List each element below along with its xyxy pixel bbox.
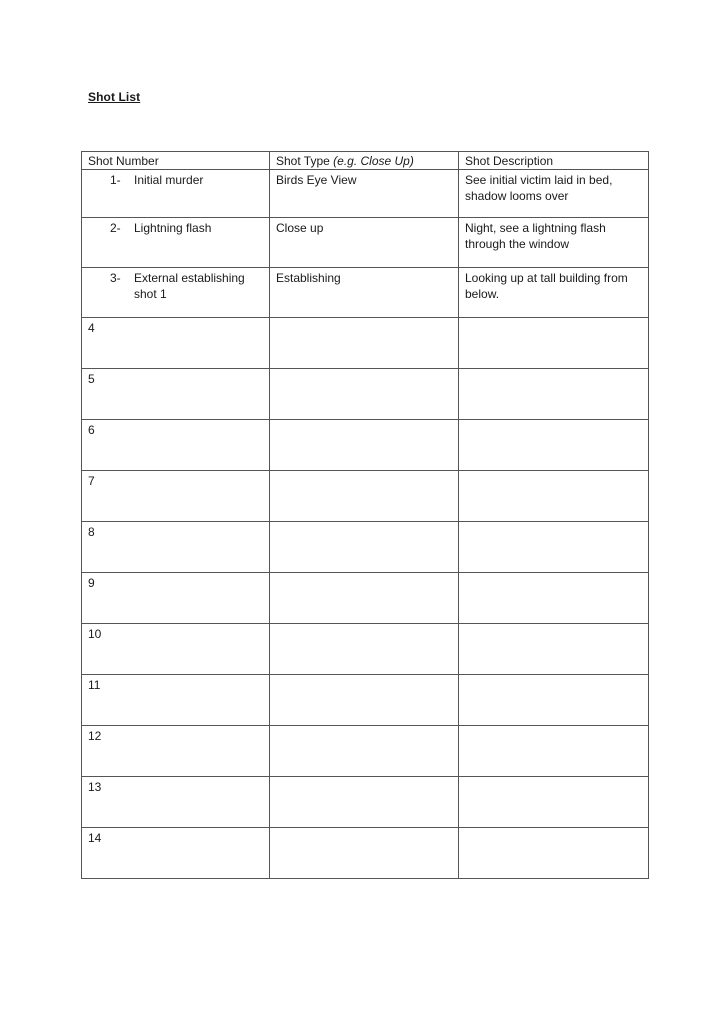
cell-shot-description: See initial victim laid in bed, shadow looms over xyxy=(459,170,649,218)
shot-number: 5 xyxy=(88,372,95,386)
cell-shot-type xyxy=(270,726,459,777)
cell-shot-type: Birds Eye View xyxy=(270,170,459,218)
cell-shot-number xyxy=(82,624,270,675)
cell-shot-number xyxy=(82,573,270,624)
shot-number: 13 xyxy=(88,780,102,794)
table-row xyxy=(82,170,649,218)
cell-shot-description: Night, see a lightning flash through the window xyxy=(459,218,649,268)
cell-shot-number xyxy=(82,828,270,879)
table-row xyxy=(82,777,649,828)
table-row xyxy=(82,726,649,777)
shot-number: 11 xyxy=(88,678,101,692)
table-row xyxy=(82,218,649,268)
shot-number: 3- xyxy=(110,271,121,285)
header-shot-type-label: Shot Type xyxy=(276,154,334,168)
cell-shot-description xyxy=(459,828,649,879)
cell-shot-type xyxy=(270,420,459,471)
shot-number: 1- xyxy=(110,173,121,187)
shot-number: 4 xyxy=(88,321,95,335)
shot-number: 12 xyxy=(88,729,102,743)
table-row xyxy=(82,522,649,573)
shot-number: 2- xyxy=(110,221,121,235)
shot-label: External establishing shot 1 xyxy=(134,271,245,301)
cell-shot-type xyxy=(270,318,459,369)
table-row xyxy=(82,369,649,420)
table-row xyxy=(82,471,649,522)
cell-shot-type xyxy=(270,675,459,726)
shot-label: Initial murder xyxy=(134,173,204,187)
numbered-item xyxy=(88,220,263,236)
table-row xyxy=(82,318,649,369)
table-row xyxy=(82,573,649,624)
cell-shot-description xyxy=(459,777,649,828)
cell-shot-number xyxy=(82,318,270,369)
table-row xyxy=(82,675,649,726)
cell-shot-description xyxy=(459,471,649,522)
shot-number: 14 xyxy=(88,831,102,845)
numbered-item xyxy=(88,270,263,302)
cell-shot-number xyxy=(82,268,270,318)
cell-shot-type: Close up xyxy=(270,218,459,268)
cell-shot-type xyxy=(270,369,459,420)
shot-number: 8 xyxy=(88,525,95,539)
header-shot-type-example: (e.g. Close Up) xyxy=(333,154,414,168)
cell-shot-description xyxy=(459,369,649,420)
shot-number: 9 xyxy=(88,576,95,590)
table-row xyxy=(82,268,649,318)
cell-shot-description xyxy=(459,675,649,726)
cell-shot-type xyxy=(270,573,459,624)
shot-list-table xyxy=(81,151,649,879)
cell-shot-number xyxy=(82,471,270,522)
cell-shot-description: Looking up at tall building from below. xyxy=(459,268,649,318)
shot-number: 6 xyxy=(88,423,95,437)
cell-shot-type xyxy=(270,522,459,573)
table-header-row xyxy=(82,152,649,170)
cell-shot-type: Establishing xyxy=(270,268,459,318)
shot-label: Lightning flash xyxy=(134,221,212,235)
cell-shot-type xyxy=(270,828,459,879)
table-row xyxy=(82,420,649,471)
cell-shot-number xyxy=(82,420,270,471)
cell-shot-number xyxy=(82,170,270,218)
cell-shot-number xyxy=(82,218,270,268)
page-title: Shot List xyxy=(88,90,141,104)
cell-shot-number xyxy=(82,726,270,777)
cell-shot-type xyxy=(270,777,459,828)
shot-number: 10 xyxy=(88,627,102,641)
header-shot-description: Shot Description xyxy=(459,152,649,170)
cell-shot-description xyxy=(459,573,649,624)
cell-shot-number xyxy=(82,369,270,420)
cell-shot-description xyxy=(459,726,649,777)
header-shot-number: Shot Number xyxy=(82,152,270,170)
cell-shot-description xyxy=(459,420,649,471)
shot-number: 7 xyxy=(88,474,95,488)
cell-shot-description xyxy=(459,624,649,675)
numbered-item xyxy=(88,172,263,188)
cell-shot-number xyxy=(82,675,270,726)
table-row xyxy=(82,624,649,675)
table-row xyxy=(82,828,649,879)
cell-shot-description xyxy=(459,522,649,573)
header-shot-type xyxy=(270,152,459,170)
cell-shot-description xyxy=(459,318,649,369)
cell-shot-type xyxy=(270,471,459,522)
cell-shot-type xyxy=(270,624,459,675)
cell-shot-number xyxy=(82,522,270,573)
cell-shot-number xyxy=(82,777,270,828)
